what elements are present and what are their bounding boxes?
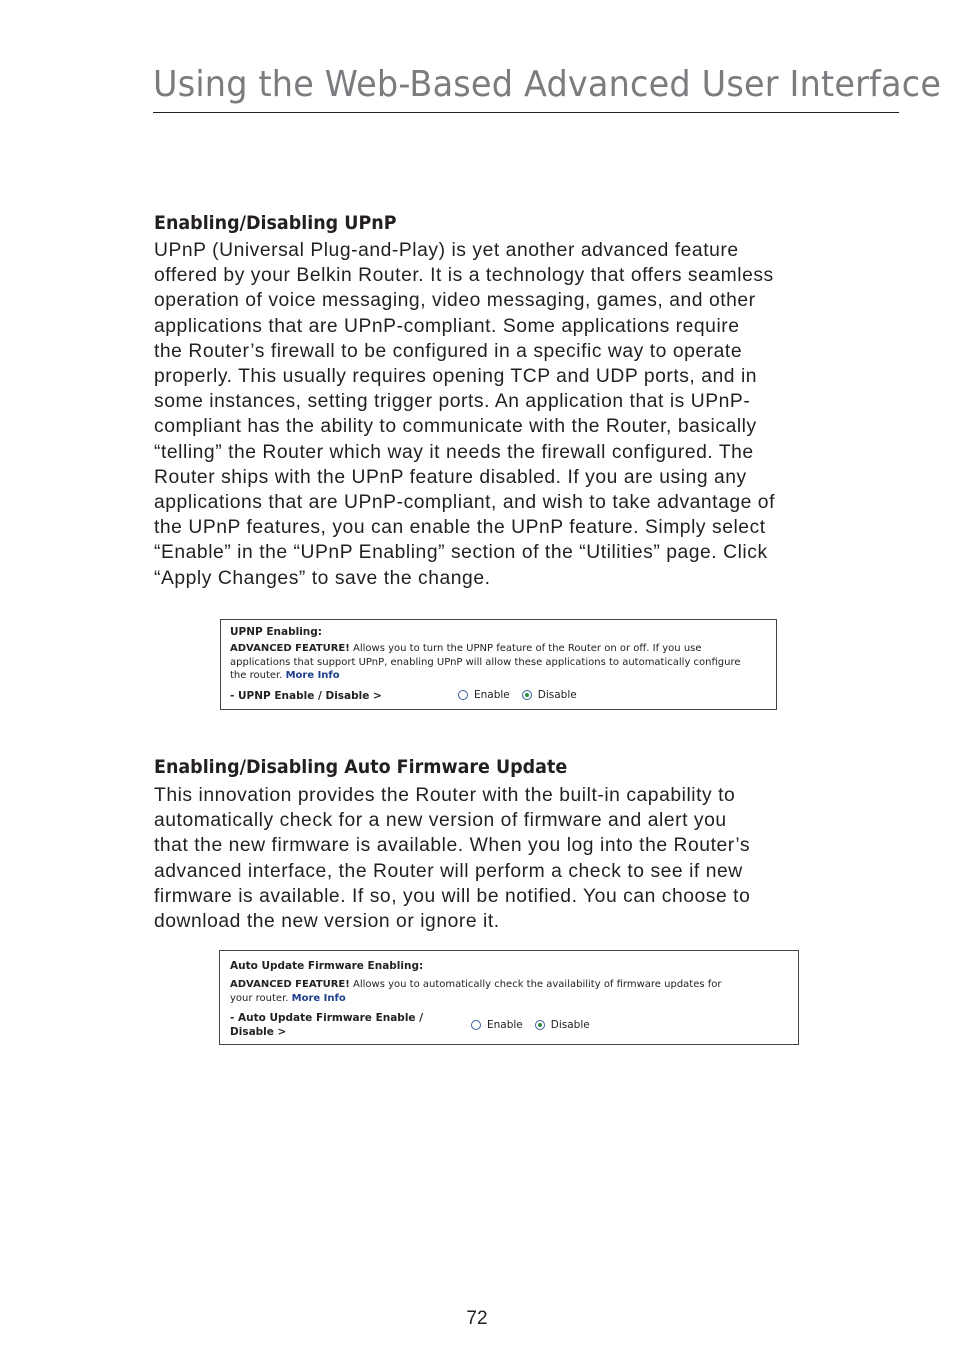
desc-text: Allows you to automatically check the availability of firmware updates for — [349, 979, 722, 990]
advanced-feature-label: ADVANCED FEATURE! — [230, 979, 350, 990]
paragraph-line: “Apply Changes” to save the change. — [154, 567, 491, 589]
paragraph-line: Router ships with the UPnP feature disabled. If you are using any — [154, 466, 747, 488]
desc-text: applications that support UPnP, enabling UPnP will allow these applications to automatically configure — [230, 656, 741, 668]
upnp-disable-radio[interactable] — [522, 690, 532, 700]
paragraph-line: “telling” the Router which way it needs the firewall configured. The — [154, 441, 754, 463]
advanced-feature-label: ADVANCED FEATURE! — [230, 643, 350, 654]
paragraph-line: advanced interface, the Router will perform a check to see if new — [154, 860, 743, 882]
paragraph-line: This innovation provides the Router with the built-in capability to — [154, 785, 736, 806]
desc-text: the router. — [230, 670, 286, 681]
upnp-panel-description — [230, 642, 741, 683]
upnp-paragraph — [154, 238, 854, 591]
firmware-heading: Enabling/Disabling Auto Firmware Update — [154, 756, 568, 778]
page-number: 72 — [466, 1308, 488, 1329]
disable-label: Disable — [550, 1019, 590, 1031]
paragraph-line: “Enable” in the “UPnP Enabling” section of the “Utilities” page. Click — [154, 542, 768, 564]
page-title: Using the Web-Based Advanced User Interface — [153, 64, 942, 105]
paragraph-line: some instances, setting trigger ports. An application that is UPnP- — [154, 391, 751, 413]
upnp-heading: Enabling/Disabling UPnP — [154, 212, 397, 234]
paragraph-line: compliant has the ability to communicate with the Router, basically — [154, 416, 757, 438]
upnp-panel-title: UPNP Enabling: — [230, 626, 322, 638]
more-info-link[interactable]: More Info — [285, 670, 340, 681]
firmware-paragraph — [154, 783, 854, 934]
paragraph-line: properly. This usually requires opening TCP and UDP ports, and in — [154, 366, 758, 388]
paragraph-line: download the new version or ignore it. — [154, 911, 500, 933]
paragraph-line: applications that are UPnP-compliant. Some applications require — [154, 315, 740, 337]
paragraph-line: applications that are UPnP-compliant, and wish to take advantage of — [154, 492, 775, 514]
enable-label: Enable — [474, 689, 510, 701]
paragraph-line: UPnP (Universal Plug-and-Play) is yet another advanced feature — [154, 240, 739, 261]
row-label-text: Disable > — [230, 1026, 287, 1038]
more-info-link[interactable]: More Info — [291, 992, 346, 1004]
upnp-enable-radio[interactable] — [458, 690, 468, 700]
paragraph-line: automatically check for a new version of firmware and alert you — [154, 810, 727, 832]
firmware-disable-radio[interactable] — [535, 1020, 545, 1030]
disable-label: Disable — [537, 689, 577, 701]
row-label-text: - Auto Update Firmware Enable / — [230, 1012, 424, 1024]
enable-label: Enable — [487, 1019, 523, 1031]
paragraph-line: the UPnP features, you can enable the UPnP feature. Simply select — [154, 517, 766, 539]
paragraph-line: offered by your Belkin Router. It is a technology that offers seamless — [154, 265, 774, 287]
upnp-enable-label — [230, 689, 382, 703]
row-label-text: - UPNP Enable / Disable > — [230, 690, 382, 702]
page-header — [153, 58, 942, 113]
desc-text: your router. — [230, 992, 292, 1004]
paragraph-line: firmware is available. If so, you will be notified. You can choose to — [154, 885, 751, 907]
upnp-radio-group — [458, 689, 589, 701]
firmware-panel-description — [230, 978, 722, 1005]
paragraph-line: operation of voice messaging, video messaging, games, and other — [154, 290, 756, 312]
paragraph-line: the Router’s firewall to be configured in a specific way to operate — [154, 340, 743, 362]
paragraph-line: that the new firmware is available. When you log into the Router’s — [154, 835, 751, 857]
firmware-settings-panel — [219, 950, 799, 1045]
firmware-panel-title: Auto Update Firmware Enabling: — [230, 960, 424, 972]
firmware-radio-group — [471, 1019, 602, 1031]
desc-text: Allows you to turn the UPNP feature of the Router on or off. If you use — [349, 643, 702, 654]
firmware-enable-radio[interactable] — [471, 1020, 481, 1030]
firmware-enable-label — [230, 1011, 423, 1039]
upnp-settings-panel — [220, 619, 777, 710]
